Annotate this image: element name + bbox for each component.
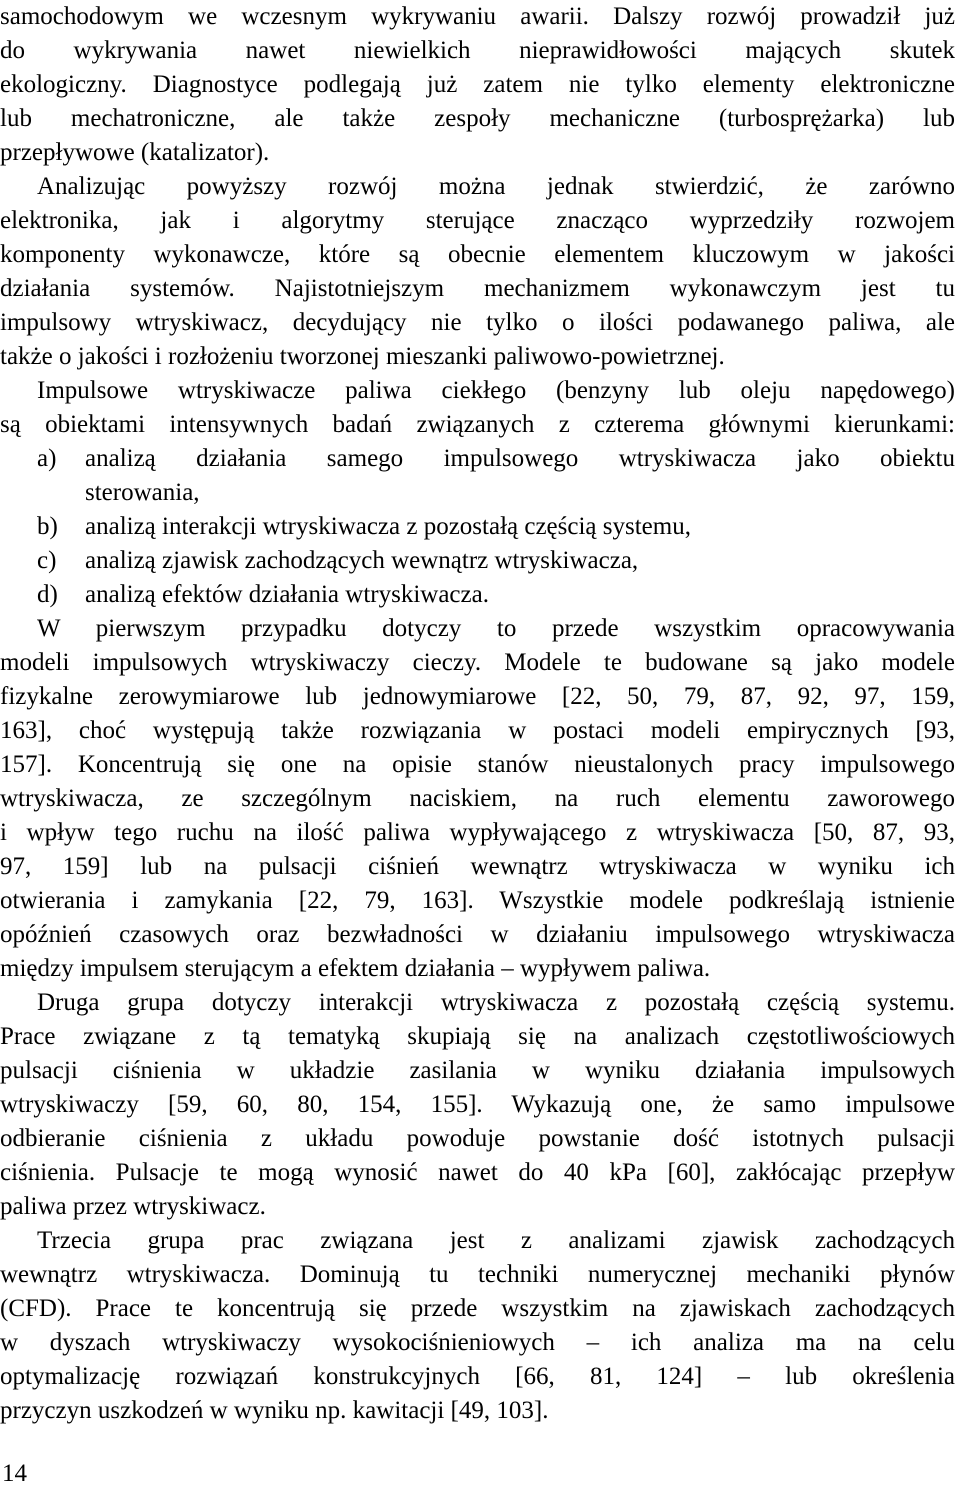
text-line: działania systemów. Najistotniejszym mechanizmem wykonawczym jest tu xyxy=(0,275,955,302)
text-line: i wpływ tego ruchu na ilość paliwa wypływającego z wtryskiwacza [50, 87, 93, xyxy=(0,819,955,846)
text-line: do wykrywania nawet niewielkich nieprawidłowości mających skutek xyxy=(0,37,955,64)
text-line: przepływowe (katalizator). xyxy=(0,139,270,166)
text-line: samochodowym we wczesnym wykrywaniu awarii. Dalszy rozwój prowadził już xyxy=(0,3,955,30)
text-line: opóźnień czasowych oraz bezwładności w działaniu impulsowego wtryskiwacza xyxy=(0,921,955,948)
list-item-continuation: sterowania, xyxy=(85,479,200,506)
list-item xyxy=(0,510,955,544)
list-item-text: analizą interakcji wtryskiwacza z pozostałą częścią systemu, xyxy=(85,513,691,540)
text-line: pulsacji ciśnienia w układzie zasilania w wyniku działania impulsowych xyxy=(0,1057,955,1084)
text-line: Analizując powyższy rozwój można jednak stwierdzić, że zarówno xyxy=(37,173,955,200)
text-line: komponenty wykonawcze, które są obecnie elementem kluczowym w jakości xyxy=(0,241,955,268)
text-line: 157]. Koncentrują się one na opisie stanów nieustalonych pracy impulsowego xyxy=(0,751,955,778)
list-item xyxy=(0,442,955,476)
text-line: otwierania i zamykania [22, 79, 163]. Wszystkie modele podkreślają istnienie xyxy=(0,887,955,914)
list-item xyxy=(0,578,955,612)
text-line: wewnątrz wtryskiwacza. Dominują tu techniki numerycznej mechaniki płynów xyxy=(0,1261,955,1288)
list-item-text: analizą zjawisk zachodzących wewnątrz wtryskiwacza, xyxy=(85,547,639,574)
text-line: wtryskiwaczy [59, 60, 80, 154, 155]. Wykazują one, że samo impulsowe xyxy=(0,1091,955,1118)
list-marker: a) xyxy=(37,445,57,472)
text-line: (CFD). Prace te koncentrują się przede wszystkim na zjawiskach zachodzących xyxy=(0,1295,955,1322)
list-marker: b) xyxy=(37,513,58,540)
list-marker: d) xyxy=(37,581,58,608)
text-line: w dyszach wtryskiwaczy wysokociśnieniowych – ich analiza ma na celu xyxy=(0,1329,955,1356)
text-line: Impulsowe wtryskiwacze paliwa ciekłego (benzyny lub oleju napędowego) xyxy=(37,377,955,404)
text-line: Prace związane z tą tematyką skupiają się na analizach częstotliwościowych xyxy=(0,1023,955,1050)
text-line: optymalizację rozwiązań konstrukcyjnych [66, 81, 124] – lub określenia xyxy=(0,1363,955,1390)
text-line: Trzecia grupa prac związana jest z analizami zjawisk zachodzących xyxy=(37,1227,955,1254)
text-line: 163], choć występują także rozwiązania w postaci modeli empirycznych [93, xyxy=(0,717,955,744)
text-line: 97, 159] lub na pulsacji ciśnień wewnątrz wtryskiwacza w wyniku ich xyxy=(0,853,955,880)
text-line: są obiektami intensywnych badań związanych z czterema głównymi kierunkami: xyxy=(0,411,955,438)
list-marker: c) xyxy=(37,547,57,574)
list-item xyxy=(0,544,955,578)
list-item-text: analizą działania samego impulsowego wtryskiwacza jako obiektu xyxy=(85,445,955,472)
text-line: impulsowy wtryskiwacz, decydujący nie tylko o ilości podawanego paliwa, ale xyxy=(0,309,955,336)
text-line: ciśnienia. Pulsacje te mogą wynosić nawet do 40 kPa [60], zakłócając przepływ xyxy=(0,1159,955,1186)
text-line: ekologiczny. Diagnostyce podlegają już zatem nie tylko elementy elektroniczne xyxy=(0,71,955,98)
text-line: paliwa przez wtryskiwacz. xyxy=(0,1193,266,1220)
text-line: między impulsem sterującym a efektem działania – wypływem paliwa. xyxy=(0,955,711,982)
text-line: modeli impulsowych wtryskiwaczy cieczy. Modele te budowane są jako modele xyxy=(0,649,955,676)
list-item-text: analizą efektów działania wtryskiwacza. xyxy=(85,581,489,608)
text-line: elektronika, jak i algorytmy sterujące znacząco wyprzedziły rozwojem xyxy=(0,207,955,234)
text-line: W pierwszym przypadku dotyczy to przede wszystkim opracowywania xyxy=(37,615,955,642)
text-line: także o jakości i rozłożeniu tworzonej mieszanki paliwowo-powietrznej. xyxy=(0,343,725,370)
text-line: Druga grupa dotyczy interakcji wtryskiwacza z pozostałą częścią systemu. xyxy=(37,989,955,1016)
text-line: fizykalne zerowymiarowe lub jednowymiarowe [22, 50, 79, 87, 92, 97, 159, xyxy=(0,683,955,710)
text-line: przyczyn uszkodzeń w wyniku np. kawitacji [49, 103]. xyxy=(0,1397,549,1424)
text-line: wtryskiwacza, ze szczególnym naciskiem, na ruch elementu zaworowego xyxy=(0,785,955,812)
page-number: 14 xyxy=(2,1460,27,1487)
text-line: lub mechatroniczne, ale także zespoły mechaniczne (turbosprężarka) lub xyxy=(0,105,955,132)
text-line: odbieranie ciśnienia z układu powoduje powstanie dość istotnych pulsacji xyxy=(0,1125,955,1152)
